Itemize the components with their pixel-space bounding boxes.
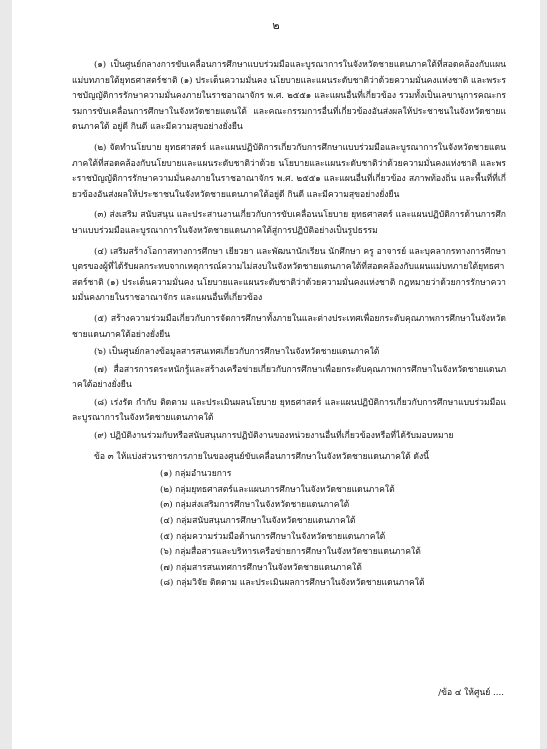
duty-paragraph-3: (๓) ส่งเสริม สนับสนุน และประสานงานเกี่ยวกับการขับเคลื่อนนโยบาย ยุทธศาสตร์ และแผนปฏิบัติการด้านการศึกษาแบบร่วมมือและบูรณาการในจังหวัดชายแดนภาคใต้สู่การปฏิบัติอย่างเป็นรูปธรรม [72,210,506,236]
duty-paragraph-5: (๕) สร้างความร่วมมือเกี่ยวกับการจัดการศึกษาทั้งภายในและต่างประเทศเพื่อยกระดับคุณภาพการศึกษาในจังหวัดชายแดนภาคใต้อย่างยั่งยืน [72,313,506,340]
duty-paragraph-9: (๙) ปฏิบัติงานร่วมกับหรือสนับสนุนการปฏิบัติงานของหน่วยงานอื่นที่เกี่ยวข้องหรือที่ได้รับมอบหมาย [94,431,454,442]
duty-paragraph-1: (๑) เป็นศูนย์กลางการขับเคลื่อนการศึกษาแบบร่วมมือและบูรณาการในจังหวัดชายแดนภาคใต้ที่สอดคล้องกับแผนแม่บทภายใต้ยุทธศาสตร์ชาติ (๑) ประเด็นความมั่นคง นโยบายและแผนระดับชาติว่าด้วยความมั่นคงแห่งชาติ และพระราชบัญญัติการรักษาความมั่นคงภายในราชอาณาจักร พ.ศ. ๒๕๕๑ และแผนอื่นที่เกี่ยวข้อง รวมทั้งเป็นเลขานุการคณะกรรมการขับเคลื่อนการศึกษาในจังหวัดชายแดนใต้ และคณะกรรมการอื่นที่เกี่ยวข้องอันส่งผลให้ประชาชนในจังหวัดชายแดนภาคใต้ อยู่ดี กินดี และมีความสุขอย่างยั่งยืน [72,60,506,133]
group-item-6: (๖) กลุ่มสื่อสารและบริหารเครือข่ายการศึกษาในจังหวัดชายแดนภาคใต้ [160,547,421,558]
group-item-1: (๑) กลุ่มอำนวยการ [160,469,232,480]
page-number: ๒ [272,19,280,32]
group-item-2: (๒) กลุ่มยุทธศาสตร์และแผนการศึกษาในจังหวัดชายแดนภาคใต้ [160,484,395,495]
duty-paragraph-4: (๔) เสริมสร้างโอกาสทางการศึกษา เยียวยา และพัฒนานักเรียน นักศึกษา ครู อาจารย์ และบุคลากรทางการศึกษา บุตรของผู้ที่ได้รับผลกระทบจากเหตุการณ์ความไม่สงบในจังหวัดชายแดนภาคใต้ที่สอดคล้องกับแผนแม่บทภายใต้ยุทธศาสตร์ชาติ (๑) ประเด็นความมั่นคง นโยบายและแผนระดับชาติว่าด้วยความมั่นคงแห่งชาติ กฎหมายว่าด้วยการรักษาความมั่นคงภายในราชอาณาจักร และแผนอื่นที่เกี่ยวข้อง [72,246,506,304]
internal-groups-list [72,467,506,592]
document-body [72,58,506,592]
document-page [12,0,540,749]
duty-paragraph-6: (๖) เป็นศูนย์กลางข้อมูลสารสนเทศเกี่ยวกับการศึกษาในจังหวัดชายแดนภาคใต้ [94,347,380,358]
duty-paragraph-8: (๘) เร่งรัด กำกับ ติดตาม และประเมินผลนโยบาย ยุทธศาสตร์ และแผนปฏิบัติการเกี่ยวกับการศึกษาแบบร่วมมือและบูรณาการในจังหวัดชายแดนภาคใต้ [72,397,506,424]
group-item-8: (๘) กลุ่มวิจัย ติดตาม และประเมินผลการศึกษาในจังหวัดชายแดนภาคใต้ [160,578,425,589]
duty-paragraph-7: (๗) สื่อสารการตระหนักรู้และสร้างเครือข่ายเกี่ยวกับการศึกษาเพื่อยกระดับคุณภาพการศึกษาในจังหวัดชายแดนภาคใต้อย่างยั่งยืน [72,364,506,391]
group-item-4: (๔) กลุ่มสนับสนุนการศึกษาในจังหวัดชายแดนภาคใต้ [160,516,356,527]
continuation-note: /ข้อ ๔ ให้ศูนย์ .... [438,688,504,698]
group-item-7: (๗) กลุ่มสารสนเทศการศึกษาในจังหวัดชายแดนภาคใต้ [160,562,362,573]
group-item-3: (๓) กลุ่มส่งเสริมการศึกษาในจังหวัดชายแดนภาคใต้ [160,500,350,511]
clause-three: ข้อ ๓ ให้แบ่งส่วนราชการภายในของศูนย์ขับเคลื่อนการศึกษาในจังหวัดชายแดนภาคใต้ ดังนี้ [94,451,430,462]
group-item-5: (๕) กลุ่มความร่วมมือด้านการศึกษาในจังหวัดชายแดนภาคใต้ [160,531,386,542]
duty-paragraph-2: (๒) จัดทำนโยบาย ยุทธศาสตร์ และแผนปฏิบัติการเกี่ยวกับการศึกษาแบบร่วมมือและบูรณาการในจังหวัดชายแดนภาคใต้ที่สอดคล้องกับนโยบายและแผนระดับชาติว่าด้วย นโยบายและแผนระดับชาติว่าด้วยความมั่นคงแห่งชาติ และพระราชบัญญัติการรักษาความมั่นคงภายในราชอาณาจักร พ.ศ. ๒๕๕๑ และแผนอื่นที่เกี่ยวข้อง สภาพท้องถิ่น และพื้นที่ที่เกี่ยวข้องอันส่งผลให้ประชาชนในจังหวัดชายแดนภาคใต้อยู่ดี กินดี และมีความสุขอย่างยั่งยืน [72,142,506,200]
